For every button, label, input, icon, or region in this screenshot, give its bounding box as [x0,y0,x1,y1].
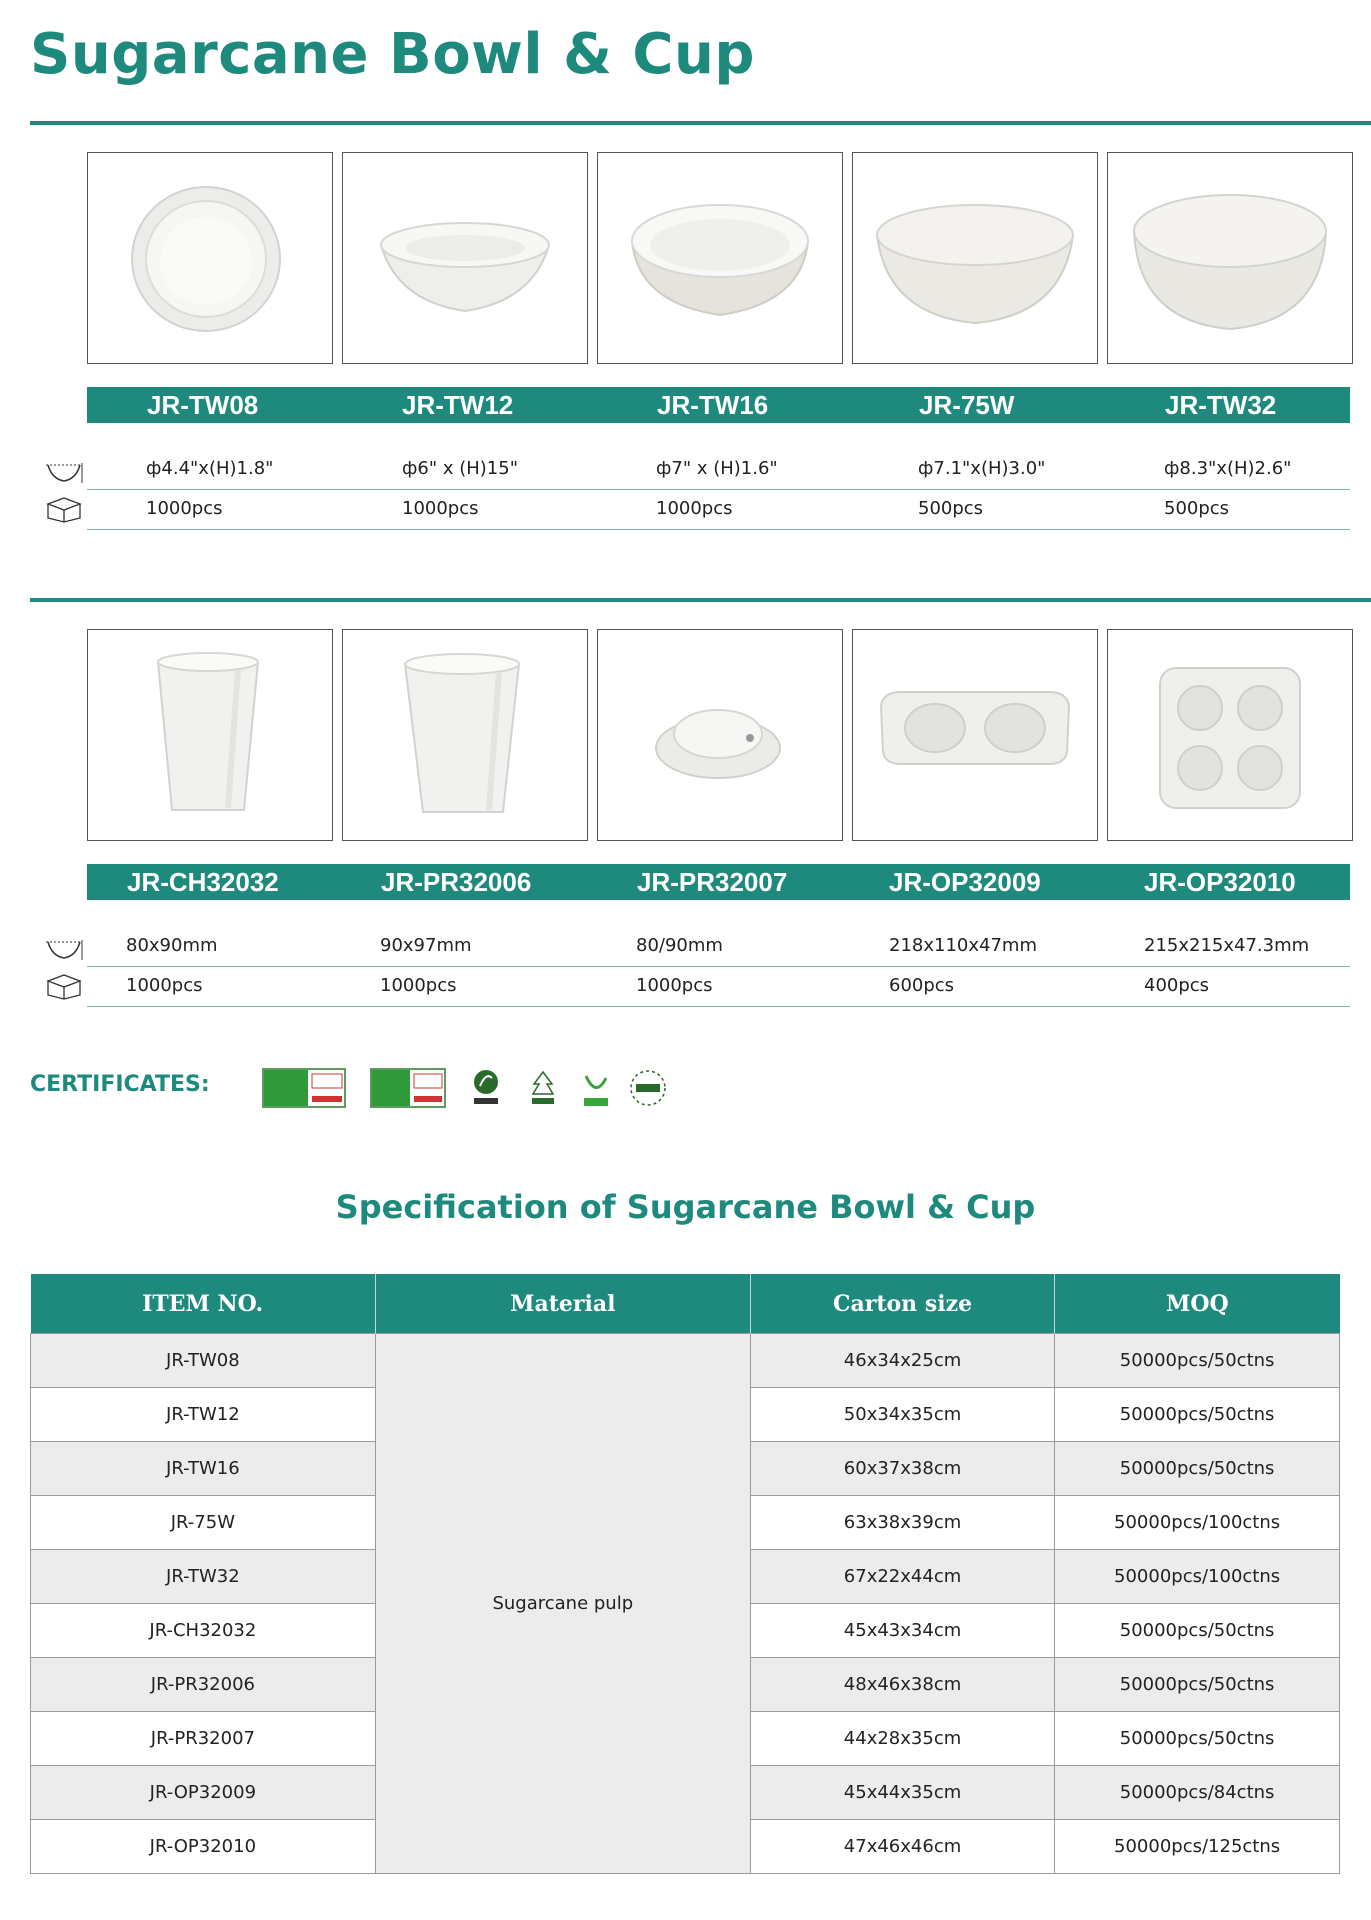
spec-title: Specification of Sugarcane Bowl & Cup [335,1188,1036,1226]
product-image-op32010 [1107,629,1353,841]
carton-cell: 48x46x38cm [750,1658,1054,1712]
table-row [31,1334,1340,1388]
product-size: ф6" x (H)15" [402,458,518,479]
item-cell: JR-TW16 [31,1442,376,1496]
divider [87,489,1350,490]
spec-table [30,1274,1340,1874]
moq-cell: 50000pcs/50ctns [1055,1658,1340,1712]
item-cell: JR-PR32006 [31,1658,376,1712]
product-size: 90x97mm [380,935,472,956]
item-cell: JR-TW12 [31,1388,376,1442]
product-code: JR-PR32006 [381,867,532,897]
product-qty: 400pcs [1144,975,1210,996]
product-code: JR-CH32032 [127,867,279,897]
product-image-tw12 [342,152,588,364]
cup-size-icon [44,936,84,964]
brca-icon [582,1068,610,1108]
carton-cell: 44x28x35cm [750,1712,1054,1766]
material-cell: Sugarcane pulp [375,1334,750,1874]
product-code: JR-TW12 [402,390,514,420]
carton-box-icon [44,971,84,1001]
moq-cell: 50000pcs/84ctns [1055,1766,1340,1820]
product-code: JR-OP32009 [889,867,1041,897]
column-header: ITEM NO. [31,1274,376,1334]
product-qty: 1000pcs [146,498,223,519]
table-header-row [31,1274,1340,1334]
bpi-icon [470,1068,502,1108]
product-image-tw16 [597,152,843,364]
product-qty: 1000pcs [126,975,203,996]
carton-cell: 63x38x39cm [750,1496,1054,1550]
product-size: ф7.1"x(H)3.0" [918,458,1046,479]
divider [87,966,1350,967]
product-image-pr32007 [597,629,843,841]
product-size: 80/90mm [636,935,723,956]
bowl-size-icon [44,459,84,487]
cup-image-row [87,629,1350,841]
carton-cell: 47x46x46cm [750,1820,1054,1874]
ok-compost-industrial-icon [370,1068,446,1108]
moq-cell: 50000pcs/100ctns [1055,1496,1340,1550]
item-cell: JR-PR32007 [31,1712,376,1766]
product-size: 215x215x47.3mm [1144,935,1310,956]
divider [87,529,1350,530]
column-header: MOQ [1055,1274,1340,1334]
title-rule [30,121,1371,125]
item-cell: JR-OP32010 [31,1820,376,1874]
product-size: 218x110x47mm [889,935,1037,956]
moq-cell: 50000pcs/100ctns [1055,1550,1340,1604]
carton-cell: 46x34x25cm [750,1334,1054,1388]
moq-cell: 50000pcs/125ctns [1055,1820,1340,1874]
carton-cell: 45x43x34cm [750,1604,1054,1658]
bowl-code-band [87,387,1350,423]
carton-cell: 67x22x44cm [750,1550,1054,1604]
moq-cell: 50000pcs/50ctns [1055,1604,1340,1658]
carton-box-icon [44,494,84,524]
moq-cell: 50000pcs/50ctns [1055,1712,1340,1766]
carton-cell: 60x37x38cm [750,1442,1054,1496]
page-title: Sugarcane Bowl & Cup [30,22,755,87]
item-cell: JR-TW08 [31,1334,376,1388]
product-image-ch32032 [87,629,333,841]
product-image-op32009 [852,629,1098,841]
item-cell: JR-TW32 [31,1550,376,1604]
item-cell: JR-CH32032 [31,1604,376,1658]
column-header: Material [375,1274,750,1334]
product-size: ф8.3"x(H)2.6" [1164,458,1292,479]
product-image-pr32006 [342,629,588,841]
product-size: ф7" x (H)1.6" [656,458,778,479]
product-qty: 600pcs [889,975,955,996]
carton-cell: 45x44x35cm [750,1766,1054,1820]
bowl-image-row [87,152,1350,364]
certificates-label: CERTIFICATES: [30,1072,210,1097]
product-image-tw32 [1107,152,1353,364]
cup-code-band [87,864,1350,900]
fsc-icon [528,1068,558,1108]
section-rule [30,598,1371,602]
product-image-tw08 [87,152,333,364]
product-code: JR-OP32010 [1144,867,1296,897]
column-header: Carton size [750,1274,1054,1334]
ok-compost-home-icon [262,1068,346,1108]
product-qty: 1000pcs [656,498,733,519]
product-qty: 1000pcs [402,498,479,519]
moq-cell: 50000pcs/50ctns [1055,1442,1340,1496]
divider [87,1006,1350,1007]
product-code: JR-TW08 [147,390,259,420]
product-image-75w [852,152,1098,364]
carton-cell: 50x34x35cm [750,1388,1054,1442]
product-size: ф4.4"x(H)1.8" [146,458,274,479]
product-qty: 1000pcs [380,975,457,996]
item-cell: JR-75W [31,1496,376,1550]
eutr-icon [628,1068,668,1108]
product-qty: 1000pcs [636,975,713,996]
moq-cell: 50000pcs/50ctns [1055,1334,1340,1388]
product-code: JR-PR32007 [637,867,788,897]
product-qty: 500pcs [918,498,984,519]
product-qty: 500pcs [1164,498,1230,519]
moq-cell: 50000pcs/50ctns [1055,1388,1340,1442]
item-cell: JR-OP32009 [31,1766,376,1820]
product-code: JR-TW16 [657,390,769,420]
product-size: 80x90mm [126,935,218,956]
product-code: JR-75W [919,390,1015,420]
product-code: JR-TW32 [1165,390,1277,420]
